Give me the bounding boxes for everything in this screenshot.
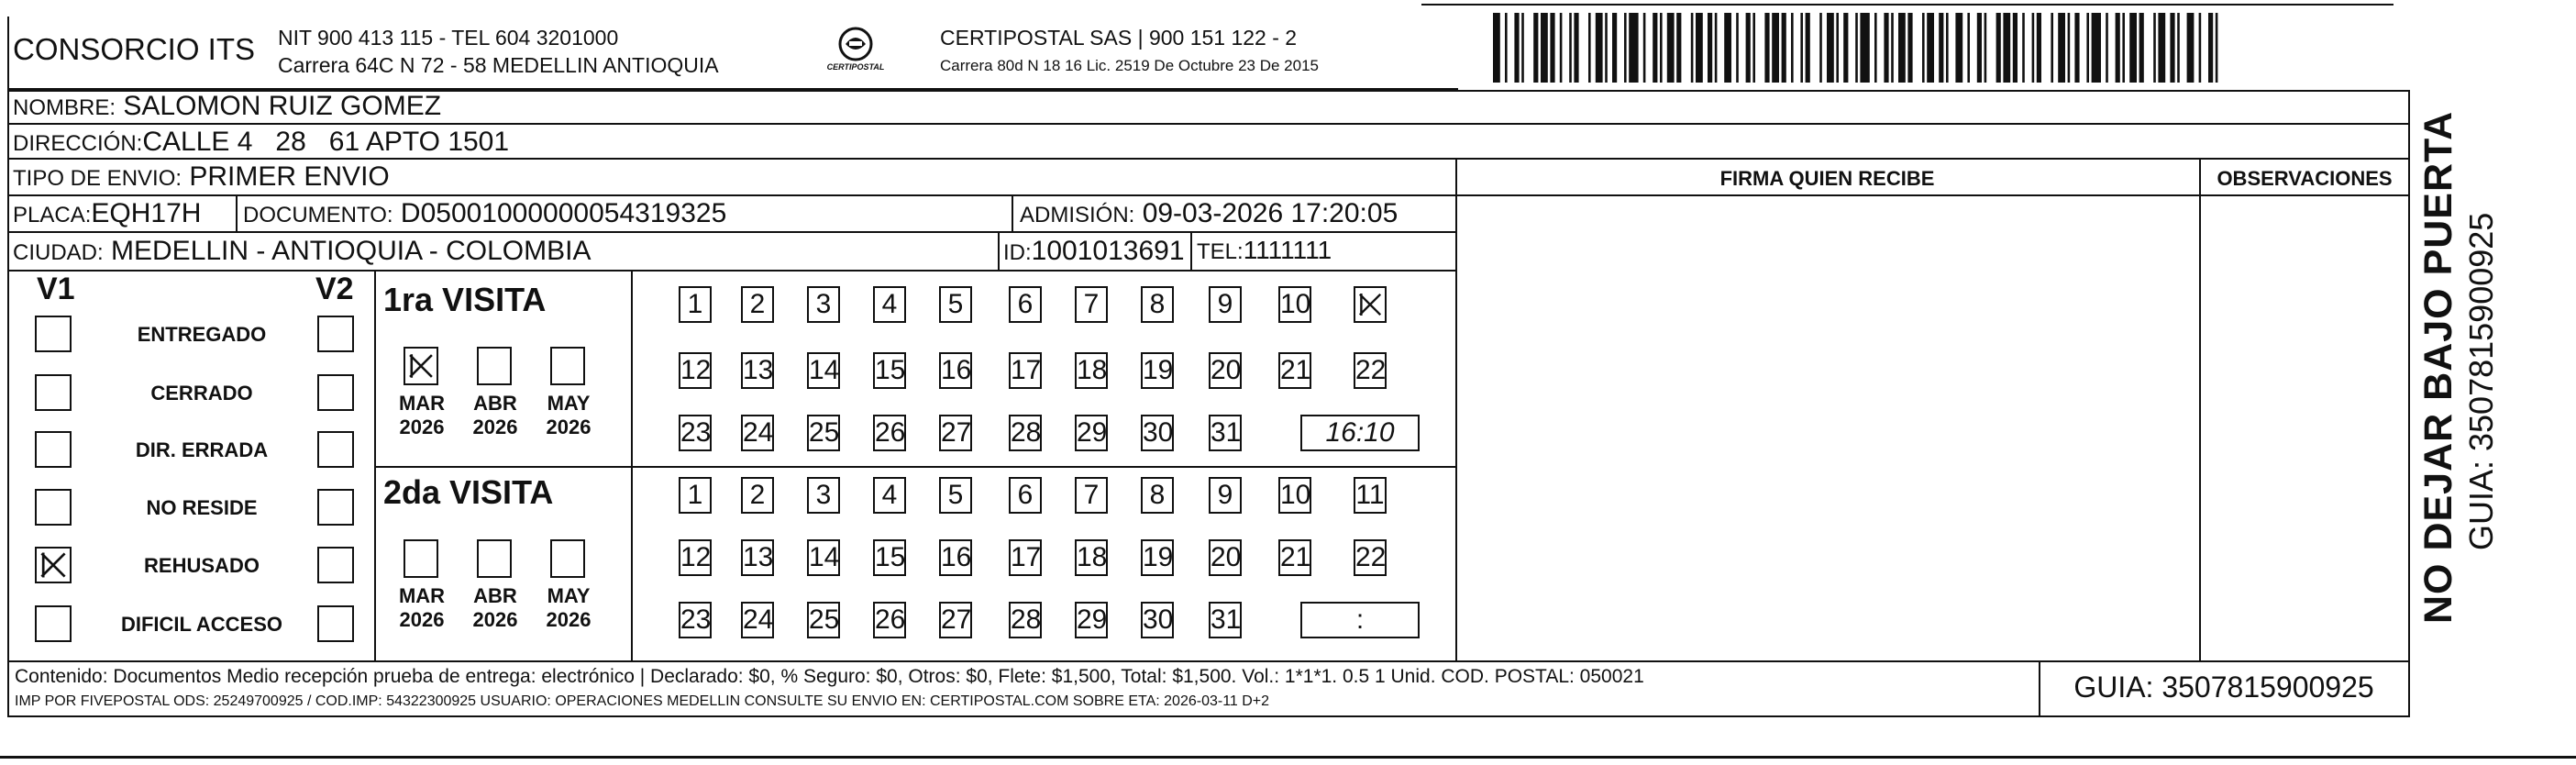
- observations-label: OBSERVACIONES: [2217, 167, 2393, 190]
- day-cell[interactable]: [1354, 286, 1387, 323]
- month-checkbox[interactable]: [404, 539, 438, 578]
- v2-checkbox[interactable]: [317, 316, 354, 352]
- time-field[interactable]: :: [1300, 602, 1420, 638]
- name-row: [13, 91, 441, 122]
- day-cell[interactable]: 4: [873, 477, 906, 514]
- plate-label: PLACA:: [13, 203, 92, 227]
- footer-guide: GUIA: 3507815900925: [2073, 671, 2374, 704]
- city-row: [13, 236, 591, 267]
- v2-checkbox[interactable]: [317, 374, 354, 411]
- tel-value: 1111111: [1243, 236, 1332, 264]
- day-cell[interactable]: 5: [939, 477, 972, 514]
- month-checkbox[interactable]: [550, 347, 585, 385]
- day-cell[interactable]: 31: [1209, 415, 1242, 451]
- day-cell[interactable]: 19: [1141, 539, 1174, 576]
- month-label: MAY: [547, 584, 591, 607]
- v1-checkbox[interactable]: [35, 489, 72, 526]
- header-nit: NIT 900 413 115 - TEL 604 3201000: [278, 26, 619, 50]
- signature-area[interactable]: [1457, 196, 2197, 660]
- header-company: CONSORCIO ITS: [13, 32, 256, 66]
- v2-checkbox[interactable]: [317, 489, 354, 526]
- day-cell[interactable]: 6: [1009, 286, 1042, 323]
- day-cell[interactable]: 18: [1075, 539, 1108, 576]
- v2-checkbox[interactable]: [317, 605, 354, 642]
- carrier-address: Carrera 80d N 18 16 Lic. 2519 De Octubre 23 De 2015: [940, 57, 1319, 74]
- top-scan-line: [1421, 4, 2394, 6]
- day-cell[interactable]: 25: [807, 602, 840, 638]
- status-label: ENTREGADO: [137, 323, 267, 346]
- admission-value: 09-03-2026 17:20:05: [1142, 198, 1399, 228]
- day-cell[interactable]: 20: [1209, 352, 1242, 389]
- tel-row: [1197, 236, 1332, 265]
- v1-checkbox[interactable]: [35, 547, 72, 583]
- id-label: ID:: [1003, 240, 1032, 265]
- day-cell[interactable]: 27: [939, 415, 972, 451]
- check-mark-icon: [1355, 288, 1385, 321]
- day-cell[interactable]: 16: [939, 539, 972, 576]
- month-label: MAR: [398, 584, 446, 607]
- day-cell[interactable]: 20: [1209, 539, 1242, 576]
- bottom-scan-line: [0, 756, 2576, 759]
- day-cell[interactable]: 23: [679, 602, 712, 638]
- month-checkbox[interactable]: [404, 347, 438, 385]
- day-cell[interactable]: 15: [873, 352, 906, 389]
- v2-checkbox[interactable]: [317, 431, 354, 468]
- plate-row: [13, 198, 201, 229]
- day-cell[interactable]: 18: [1075, 352, 1108, 389]
- shipment-type: PRIMER ENVIO: [189, 161, 390, 192]
- day-cell[interactable]: 1: [679, 477, 712, 514]
- month-checkbox[interactable]: [477, 347, 512, 385]
- day-cell[interactable]: 29: [1075, 602, 1108, 638]
- address-row: [13, 127, 509, 158]
- day-cell[interactable]: 14: [807, 352, 840, 389]
- side-guide: GUIA: 3507815900925: [2462, 212, 2500, 550]
- day-cell[interactable]: 14: [807, 539, 840, 576]
- v1-checkbox[interactable]: [35, 431, 72, 468]
- certipostal-logo: CERTIPOSTAL: [814, 24, 897, 79]
- address-label: DIRECCIÓN:: [13, 131, 143, 156]
- v2-label: V2: [315, 272, 354, 306]
- admission-row: [1020, 198, 1398, 229]
- header-address: Carrera 64C N 72 - 58 MEDELLIN ANTIOQUIA: [278, 53, 719, 77]
- day-cell[interactable]: 23: [679, 415, 712, 451]
- day-cell[interactable]: 3: [807, 286, 840, 323]
- observations-area[interactable]: [2201, 196, 2408, 660]
- tel-label: TEL:: [1197, 239, 1244, 264]
- check-mark-icon: [405, 349, 437, 383]
- name-label: NOMBRE:: [13, 95, 116, 120]
- month-label: ABR: [473, 392, 517, 415]
- month-label: MAY: [547, 392, 591, 415]
- v1-label: V1: [37, 272, 75, 306]
- v1-checkbox[interactable]: [35, 605, 72, 642]
- type-row: [13, 161, 390, 193]
- day-cell[interactable]: 15: [873, 539, 906, 576]
- status-label: DIFICIL ACCESO: [120, 613, 282, 636]
- day-cell[interactable]: 10: [1278, 477, 1311, 514]
- day-cell[interactable]: 9: [1209, 477, 1242, 514]
- id-value: 1001013691: [1031, 236, 1185, 266]
- status-label: DIR. ERRADA: [135, 438, 269, 461]
- day-cell[interactable]: 3: [807, 477, 840, 514]
- day-cell[interactable]: 28: [1009, 415, 1042, 451]
- day-cell[interactable]: 25: [807, 415, 840, 451]
- day-cell[interactable]: 2: [741, 286, 774, 323]
- status-label: CERRADO: [150, 382, 253, 405]
- year-label: 2026: [399, 608, 445, 631]
- status-label: REHUSADO: [144, 554, 260, 577]
- day-cell[interactable]: 7: [1075, 477, 1108, 514]
- day-cell[interactable]: 11: [1354, 477, 1387, 514]
- day-cell[interactable]: 30: [1141, 415, 1174, 451]
- signature-label: FIRMA QUIEN RECIBE: [1719, 167, 1935, 190]
- day-cell[interactable]: 26: [873, 602, 906, 638]
- day-cell[interactable]: 29: [1075, 415, 1108, 451]
- v1-checkbox[interactable]: [35, 374, 72, 411]
- admission-label: ADMISIÓN:: [1020, 203, 1135, 227]
- year-label: 2026: [546, 608, 591, 631]
- day-cell[interactable]: 21: [1278, 352, 1311, 389]
- day-cell[interactable]: 31: [1209, 602, 1242, 638]
- day-cell[interactable]: 17: [1009, 352, 1042, 389]
- day-cell[interactable]: 17: [1009, 539, 1042, 576]
- year-label: 2026: [472, 416, 518, 438]
- id-row: [1003, 236, 1185, 267]
- day-cell[interactable]: 1: [679, 286, 712, 323]
- day-cell[interactable]: 5: [939, 286, 972, 323]
- city-value: MEDELLIN - ANTIOQUIA - COLOMBIA: [111, 236, 591, 266]
- city-label: CIUDAD:: [13, 240, 104, 265]
- check-mark-icon: [37, 549, 70, 582]
- year-label: 2026: [472, 608, 518, 631]
- year-label: 2026: [399, 416, 445, 438]
- day-cell[interactable]: 10: [1278, 286, 1311, 323]
- day-cell[interactable]: 28: [1009, 602, 1042, 638]
- barcode: [1493, 13, 2227, 83]
- month-label: MAR: [398, 392, 446, 415]
- type-label: TIPO DE ENVIO:: [13, 166, 182, 191]
- plate-value: EQH17H: [91, 198, 202, 228]
- year-label: 2026: [546, 416, 591, 438]
- side-instruction: NO DEJAR BAJO PUERTA: [2416, 110, 2460, 624]
- footer-meta: IMP POR FIVEPOSTAL ODS: 25249700925 / COD.IMP: 54322300925 USUARIO: OPERACIONES MEDELLIN CONSULTE SU ENVIO EN: CERTIPOSTAL.COM SOBRE ETA: 2026-03-11 D+2: [15, 693, 1270, 709]
- day-cell[interactable]: 30: [1141, 602, 1174, 638]
- document-label: DOCUMENTO:: [243, 203, 393, 227]
- day-cell[interactable]: 21: [1278, 539, 1311, 576]
- visit2-title: 2da VISITA: [383, 473, 554, 511]
- day-cell[interactable]: 9: [1209, 286, 1242, 323]
- day-cell[interactable]: 26: [873, 415, 906, 451]
- v2-checkbox[interactable]: [317, 547, 354, 583]
- day-cell[interactable]: 12: [679, 539, 712, 576]
- month-checkbox[interactable]: [550, 539, 585, 578]
- day-cell[interactable]: 27: [939, 602, 972, 638]
- day-cell[interactable]: 22: [1354, 539, 1387, 576]
- recipient-name: SALOMON RUIZ GOMEZ: [123, 91, 442, 121]
- document-value: D05001000000054319325: [400, 198, 727, 228]
- v1-checkbox[interactable]: [35, 316, 72, 352]
- day-cell[interactable]: 6: [1009, 477, 1042, 514]
- day-cell[interactable]: 12: [679, 352, 712, 389]
- day-cell[interactable]: 4: [873, 286, 906, 323]
- footer-content: Contenido: Documentos Medio recepción prueba de entrega: electrónico | Declarado: $0, % Seguro: $0, Otros: $0, Flete: $1,500, Total: $1,500. Vol.: 1*1*1. 0.5 1 Unid. COD. POSTAL: 050021: [15, 666, 1644, 687]
- carrier-name: CERTIPOSTAL SAS | 900 151 122 - 2: [940, 26, 1298, 50]
- document-row: [243, 198, 726, 229]
- status-label: NO RESIDE: [146, 496, 258, 519]
- day-cell[interactable]: 24: [741, 415, 774, 451]
- day-cell[interactable]: 22: [1354, 352, 1387, 389]
- day-cell[interactable]: 8: [1141, 286, 1174, 323]
- day-cell[interactable]: 2: [741, 477, 774, 514]
- day-cell[interactable]: 24: [741, 602, 774, 638]
- month-checkbox[interactable]: [477, 539, 512, 578]
- recipient-address: CALLE 4 28 61 APTO 1501: [142, 127, 510, 157]
- day-cell[interactable]: 7: [1075, 286, 1108, 323]
- time-field[interactable]: 16:10: [1300, 415, 1420, 451]
- day-cell[interactable]: 8: [1141, 477, 1174, 514]
- day-cell[interactable]: 13: [741, 352, 774, 389]
- month-label: ABR: [473, 584, 517, 607]
- visit1-title: 1ra VISITA: [383, 281, 547, 318]
- day-cell[interactable]: 13: [741, 539, 774, 576]
- day-cell[interactable]: 16: [939, 352, 972, 389]
- day-cell[interactable]: 19: [1141, 352, 1174, 389]
